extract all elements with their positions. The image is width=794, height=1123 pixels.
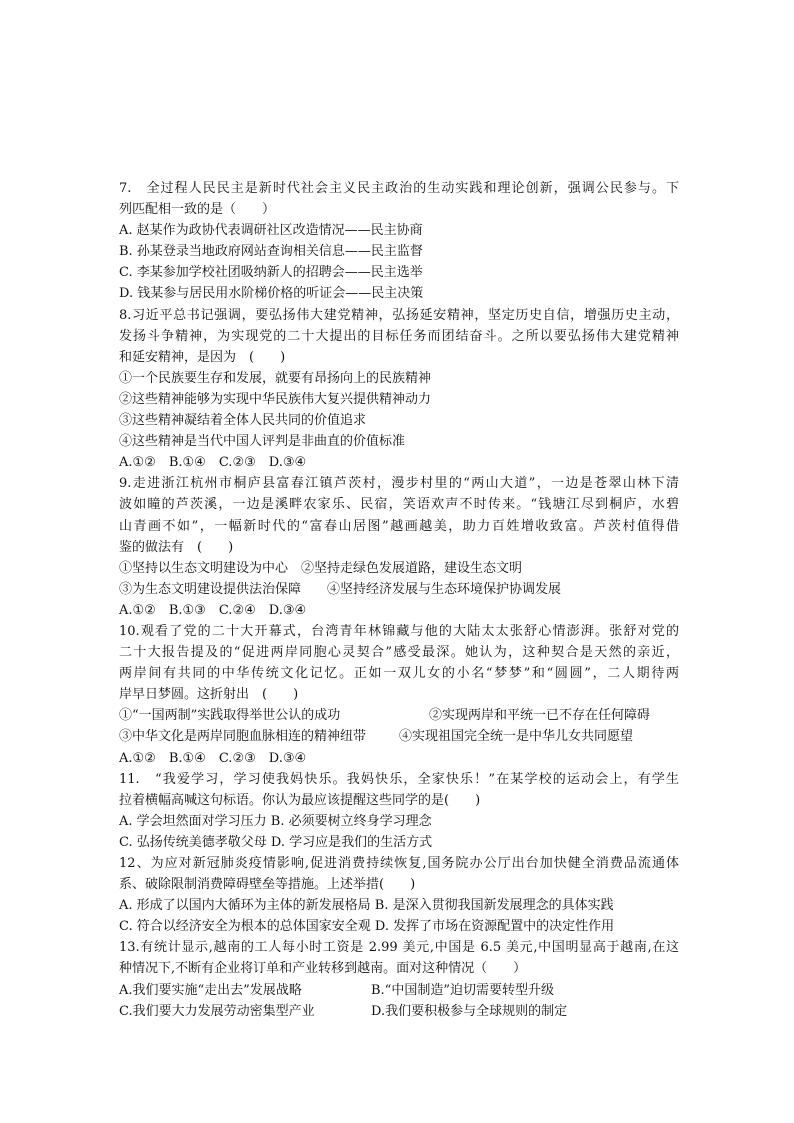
answer-option: C.我们要大力发展劳动密集型产业 — [119, 1003, 315, 1019]
question-stem-line: 鉴的做法有 ( ) — [119, 539, 234, 555]
answer-option: A. 学会坦然面对学习压力 B. 必须要树立终身学习理念 — [119, 813, 432, 829]
question-8 — [119, 305, 679, 474]
question-11 — [119, 769, 679, 853]
answer-option: ①一个民族要生存和发展，就要有昂扬向上的民族精神 — [119, 370, 432, 386]
answer-option: ③中华文化是两岸同胞血脉相连的精神纽带 — [119, 729, 367, 745]
question-stem-line: 两岸间有共同的中华传统文化记忆。正如一双儿女的小名“梦梦”和“圆圆”，二人期待两 — [119, 666, 679, 682]
answer-option: ④实现祖国完全统一是中华儿女共同愿望 — [399, 729, 634, 745]
question-stem-line: 发扬斗争精神，为实现党的二十大提出的目标任务而团结奋斗。之所以要弘扬伟大建党精神 — [119, 328, 679, 344]
answer-option: ②实现两岸和平统一已不存在任何障碍 — [429, 708, 651, 724]
answer-option: D.我们要积极参与全球规则的制定 — [371, 1003, 568, 1019]
question-stem-line: 7. 全过程人民民主是新时代社会主义民主政治的生动实践和理论创新，强调公民参与。下 — [119, 181, 679, 196]
answer-option: ②这些精神能够为实现中华民族伟大复兴提供精神动力 — [119, 391, 432, 407]
answer-option: C. 李某参加学校社团吸纳新人的招聘会——民主选举 — [119, 265, 423, 281]
answer-option: ③为生态文明建设提供法治保障 ④坚持经济发展与生态环境保护协调发展 — [119, 581, 562, 597]
question-7 — [119, 178, 679, 305]
exam-content — [119, 178, 679, 1022]
answer-option: A. 形成了以国内大循环为主体的新发展格局 B. 是深入贯彻我国新发展理念的具体实践 — [119, 898, 614, 914]
question-13 — [119, 937, 679, 1021]
question-stem-line: 山青画不如”，一幅新时代的“富春山居图”越画越美，助力百姓增收致富。芦茨村值得借 — [119, 518, 679, 534]
answer-option: C. 弘扬传统美德孝敬父母 D. 学习应是我们的生活方式 — [119, 834, 433, 850]
answer-option: ①坚持以生态文明建设为中心 ②坚持走绿色发展道路，建设生态文明 — [119, 560, 523, 576]
answer-option: B.“中国制造”迫切需要转型升级 — [371, 982, 554, 998]
answer-option: ①“一国两制”实践取得举世公认的成功 — [119, 708, 341, 724]
question-stem-line: 12、为应对新冠肺炎疫情影响,促进消费持续恢复,国务院办公厅出台加快健全消费品流通体 — [119, 856, 679, 871]
answer-choices: A.①② B.①③ C.②④ D.③④ — [119, 602, 307, 618]
answer-choices: A.①② B.①④ C.②③ D.③④ — [119, 455, 307, 471]
question-stem-line: 波如瞳的芦茨溪，一边是溪畔农家乐、民宿，笑语欢声不时传来。“钱塘江尽到桐庐，水碧 — [119, 497, 679, 513]
question-stem-line: 二十大报告提及的“促进两岸同胞心灵契合”感受最深。她认为，这种契合是天然的亲近， — [119, 645, 679, 661]
question-stem-line: 和延安精神，是因为 ( ) — [119, 349, 286, 365]
question-10 — [119, 621, 679, 769]
question-stem-line: 10.观看了党的二十大开幕式，台湾青年林锦藏与他的大陆太太张舒心情澎湃。张舒对党的 — [119, 623, 679, 639]
question-stem-line: 岸早日梦圆。这折射出 ( ) — [119, 687, 299, 703]
question-stem-line: 9.走进浙江杭州市桐庐县富春江镇芦茨村，漫步村里的“两山大道”，一边是苍翠山林下清 — [119, 476, 679, 492]
answer-option: D. 钱某参与居民用水阶梯价格的听证会——民主决策 — [119, 286, 424, 302]
question-9 — [119, 473, 679, 621]
answer-option-row — [119, 726, 679, 747]
question-stem-line: 13.有统计显示,越南的工人每小时工资是 2.99 美元,中国是 6.5 美元,中国明显高于越南,在这 — [119, 940, 679, 956]
answer-option: A. 赵某作为政协代表调研社区改造情况——民主协商 — [119, 223, 423, 239]
answer-option: ③这些精神凝结着全体人民共同的价值追求 — [119, 413, 367, 429]
answer-option-row — [119, 705, 679, 726]
question-stem-line: 列匹配相一致的是（ ） — [119, 202, 276, 218]
answer-choices: A.①② B.①④ C.②③ D.③④ — [119, 750, 307, 766]
question-12 — [119, 853, 679, 937]
question-stem-line: 8.习近平总书记强调，要弘扬伟大建党精神，弘扬延安精神，坚定历史自信，增强历史主动， — [119, 307, 679, 323]
question-stem-line: 拉着横幅高喊这句标语。你认为最应该提醒这些同学的是( ) — [119, 792, 481, 808]
answer-option: C. 符合以经济安全为根本的总体国家安全观 D. 发挥了市场在资源配置中的决定性作用 — [119, 919, 615, 935]
answer-option: B. 孙某登录当地政府网站查询相关信息——民主监督 — [119, 244, 423, 260]
answer-option: A.我们要实施“走出去”发展战略 — [119, 982, 302, 998]
answer-option-row — [119, 980, 679, 1001]
answer-option: ④这些精神是当代中国人评判是非曲直的价值标准 — [119, 434, 406, 450]
question-stem-line: 种情况下,不断有企业将订单和产业转移到越南。面对这种情况（ ） — [119, 961, 527, 977]
question-stem-line: 系、破除限制消费障碍壁垒等措施。上述举措( ) — [119, 877, 416, 893]
question-stem-line: 11. “我爱学习，学习使我妈快乐。我妈快乐，全家快乐！”在某学校的运动会上，有学生 — [119, 771, 679, 787]
answer-option-row — [119, 1001, 679, 1022]
